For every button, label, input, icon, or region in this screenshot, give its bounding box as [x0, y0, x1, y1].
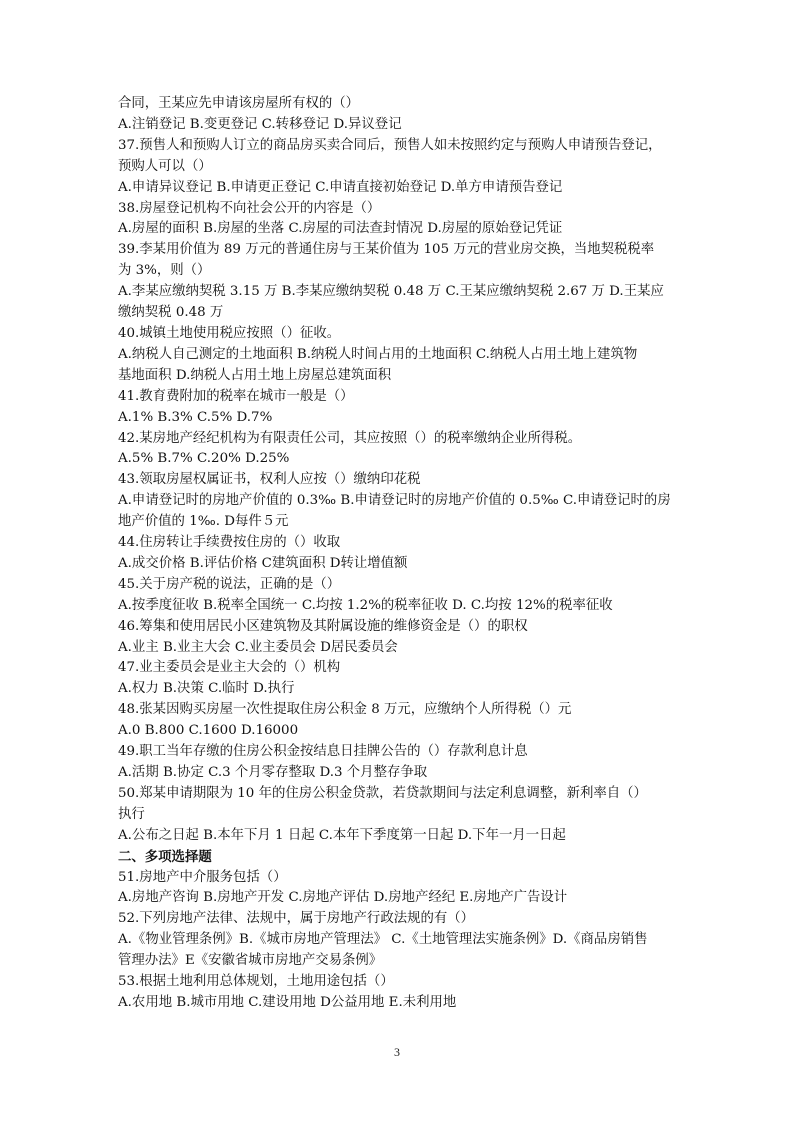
text-line: A.5% B.7% C.20% D.25%: [118, 451, 290, 467]
text-line: 45.关于房产税的说法，正确的是（）: [118, 576, 341, 592]
text-line: A.权力 B.决策 C.临时 D.执行: [118, 681, 295, 697]
document-body: [118, 94, 690, 1014]
text-line: 49.职工当年存缴的住房公积金按结息日挂牌公告的（）存款利息计息: [118, 744, 528, 760]
text-line: A.申请登记时的房地产价值的 0.3‰ B.申请登记时的房地产价值的 0.5‰ C.申请登记时的房: [118, 493, 671, 509]
text-line: A.《物业管理条例》B.《城市房地产管理法》 C.《土地管理法实施条例》D.《商品房销售: [118, 932, 648, 948]
text-line: A.申请异议登记 B.申请更正登记 C.申请直接初始登记 D.单方申请预告登记: [118, 179, 563, 195]
text-line: A.业主 B.业主大会 C.业主委员会 D居民委员会: [118, 639, 398, 655]
text-line: 38.房屋登记机构不向社会公开的内容是（）: [118, 200, 381, 216]
section-heading: 二、多项选择题: [118, 848, 212, 865]
text-line: 48.张某因购买房屋一次性提取住房公积金 8 万元，应缴纳个人所得税（）元: [118, 702, 572, 718]
text-line: A.公布之日起 B.本年下月 1 日起 C.本年下季度第一日起 D.下年一月一日起: [118, 827, 566, 843]
text-line: 51.房地产中介服务包括（）: [118, 869, 287, 885]
text-line: A.农用地 B.城市用地 C.建设用地 D公益用地 E.未利用地: [118, 994, 457, 1010]
text-line: A.房地产咨询 B.房地产开发 C.房地产评估 D.房地产经纪 E.房地产广告设计: [118, 890, 568, 906]
text-line: 39.李某用价值为 89 万元的普通住房与王某价值为 105 万元的营业房交换，当地契税税率: [118, 242, 655, 258]
text-line: A.纳税人自己测定的土地面积 B.纳税人时间占用的土地面积 C.纳税人占用土地上建筑物: [118, 346, 638, 362]
text-line: 为 3%，则（）: [118, 263, 211, 279]
text-line: 42.某房地产经纪机构为有限责任公司，其应按照（）的税率缴纳企业所得税。: [118, 430, 582, 446]
text-line: A.0 B.800 C.1600 D.16000: [118, 723, 299, 739]
text-line: 执行: [118, 806, 145, 822]
text-line: 53.根据土地利用总体规划，土地用途包括（）: [118, 974, 394, 990]
text-line: 41.教育费附加的税率在城市一般是（）: [118, 388, 354, 404]
text-line: A.李某应缴纳契税 3.15 万 B.李某应缴纳契税 0.48 万 C.王某应缴纳契税 2.67 万 D.王某应: [118, 284, 664, 300]
text-line: 预购人可以（）: [118, 158, 212, 174]
text-line: A.活期 B.协定 C.3 个月零存整取 D.3 个月整存争取: [118, 765, 428, 780]
text-line: 40.城镇土地使用税应按照（）征收。: [118, 325, 341, 341]
text-line: A.成交价格 B.评估价格 C建筑面积 D转让增值额: [118, 555, 408, 571]
text-line: 44.住房转让手续费按住房的（）收取: [118, 535, 341, 551]
text-line: 缴纳契税 0.48 万: [118, 305, 224, 321]
text-line: 46.筹集和使用居民小区建筑物及其附属设施的维修资金是（）的职权: [118, 618, 528, 634]
text-line: 37.预售人和预购人订立的商品房买卖合同后，预售人如未按照约定与预购人申请预告登记，: [118, 137, 662, 153]
text-line: A.房屋的面积 B.房屋的坐落 C.房屋的司法查封情况 D.房屋的原始登记凭证: [118, 221, 563, 237]
text-line: 管理办法》E《安徽省城市房地产交易条例》: [118, 953, 383, 969]
text-line: 基地面积 D.纳税人占用土地上房屋总建筑面积: [118, 367, 392, 383]
text-line: A.按季度征收 B.税率全国统一 C.均按 1.2%的税率征收 D. C.均按 12%的税率征收: [118, 597, 613, 613]
text-line: 50.郑某申请期限为 10 年的住房公积金贷款，若贷款期间与法定利息调整，新利率自（）: [118, 785, 647, 801]
text-line: 合同，王某应先申请该房屋所有权的（）: [118, 96, 360, 111]
text-line: A.1% B.3% C.5% D.7%: [118, 409, 273, 425]
text-line: 43.领取房屋权属证书，权利人应按（）缴纳印花税: [118, 472, 421, 488]
page-number: 3: [394, 1045, 400, 1059]
text-line: A.注销登记 B.变更登记 C.转移登记 D.异议登记: [118, 116, 402, 132]
text-line: 52.下列房地产法律、法规中，属于房地产行政法规的有（）: [118, 911, 475, 927]
text-line: 地产价值的 1‰. D每件５元: [118, 514, 289, 530]
text-line: 47.业主委员会是业主大会的（）机构: [118, 660, 341, 676]
